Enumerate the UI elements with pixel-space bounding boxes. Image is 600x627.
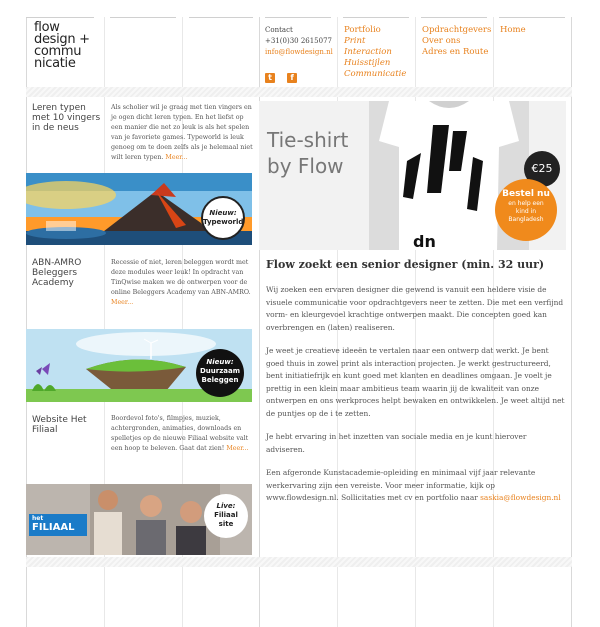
nav-link-home[interactable]: Home — [500, 25, 526, 35]
beleggen-banner[interactable] — [26, 329, 252, 402]
typeworld-banner[interactable] — [26, 173, 252, 245]
nav-link-communicatie[interactable]: Communicatie — [344, 69, 407, 79]
order-now-badge[interactable]: Bestel nu en help een kind in Bangladesh — [495, 179, 557, 241]
nav-link-adres[interactable]: Adres en Route — [422, 47, 489, 57]
project-text-abn-amro: Recessie of niet, leren beleggen wordt met deze modules weer leuk! In opdracht van TinQwise maken we de ontwerpen voor de online Beleggers Academy van ABN-AMRO. Meer... — [111, 259, 251, 306]
project-text-typeworld: Als scholier wil je graag met tien vingers en je ogen dicht leren typen. En het liefst op een manier die net zo leuk is als het spelen van je favoriete games. Typeworld is leuk genoeg om te doen zelfs als je helemaal niet wilt leren typen. Meer... — [111, 104, 253, 161]
filiaal-badge[interactable]: Live: Filiaal site — [204, 494, 248, 538]
project-text-filiaal: Boordevol foto's, filmpjes, muziek, achtergronden, animaties, downloads en spelletjes op de nieuwe Filiaal website valt een hoop te beleven. Gaat dat zien! Meer... — [111, 415, 249, 452]
nav-link-over-ons[interactable]: Over ons — [422, 36, 461, 46]
contact-heading: Contact — [265, 26, 293, 34]
nav-home — [500, 25, 526, 36]
shirt-print-text: dn — [413, 232, 436, 250]
more-link[interactable]: Meer... — [111, 299, 134, 306]
article-paragraph-2: Je weet je creatieve ideeën te vertalen naar een ontwerp dat werkt. Je bent goed thuis in zowel print als interaction projecten. Je werkt gestructureerd, bent initiatiefrijk en kunt goed met klanten en deadlines omgaan. Je voelt je prettig in een klein maar ambitieus team waarin jij de kwaliteit van onze ontwerpen en ons werkproces helpt bewaken en ontwikkelen. Je weet altijd net de puntjes op de i te zetten. — [266, 346, 565, 418]
more-link[interactable]: Meer... — [165, 154, 188, 161]
nav-link-print[interactable]: Print — [344, 36, 366, 46]
contact-block — [265, 25, 333, 58]
project-title-abn-amro[interactable]: ABN-AMRO Beleggers Academy — [32, 258, 82, 288]
header-separator — [26, 87, 572, 97]
beleggen-badge[interactable]: Nieuw: Duurzaam Beleggen — [196, 349, 244, 397]
article-title: Flow zoekt een senior designer (min. 32 uur) — [266, 258, 545, 271]
nav-link-portfolio[interactable]: Portfolio — [344, 25, 381, 35]
nav-link-interaction[interactable]: Interaction — [344, 47, 392, 57]
nav-portfolio — [344, 25, 406, 80]
project-title-filiaal[interactable]: Website Het Filiaal — [32, 415, 87, 435]
flow-logo[interactable]: flow design + commu nicatie — [34, 20, 90, 71]
project-title-typeworld[interactable]: Leren typen met 10 vingers in de neus — [32, 103, 101, 133]
filiaal-banner[interactable] — [26, 484, 252, 555]
contact-email-link[interactable]: info@flowdesign.nl — [265, 48, 333, 56]
price-badge: €25 — [524, 151, 560, 187]
tshirt-promo[interactable] — [259, 101, 566, 250]
typeworld-badge[interactable]: Nieuw: Typeworld — [201, 196, 245, 240]
contact-phone: +31(0)30 2615077 — [265, 37, 332, 45]
more-link[interactable]: Meer... — [226, 445, 249, 452]
promo-title: Tie-shirt by Flow — [267, 128, 349, 178]
footer-separator — [26, 557, 572, 567]
facebook-icon[interactable]: f — [287, 73, 297, 83]
nav-company — [422, 25, 491, 58]
article-paragraph-4: Een afgeronde Kunstacademie-opleiding en minimaal vijf jaar relevante werkervaring zijn een vereiste. Voor meer informatie, kijk op www.flowdesign.nl. Sollicitaties met cv en portfolio naar saskia@flowdesign.nl — [266, 468, 561, 502]
vacancy-article — [266, 258, 566, 516]
nav-link-opdrachtgevers[interactable]: Opdrachtgevers — [422, 25, 492, 35]
social-links — [265, 65, 304, 84]
twitter-icon[interactable]: t — [265, 73, 275, 83]
nav-link-huisstijlen[interactable]: Huisstijlen — [344, 58, 391, 68]
apply-email-link[interactable]: saskia@flowdesign.nl — [480, 493, 561, 502]
article-paragraph-3: Je hebt ervaring in het inzetten van sociale media en je kunt hierover adviseren. — [266, 432, 527, 454]
article-paragraph-1: Wij zoeken een ervaren designer die gewend is vanuit een heldere visie de visuele communicatie voor opdrachtgevers neer te zetten. Die met een verfijnd vorm- en kleurgevoel krachtige ontwerpen maakt. Die concepten goed kan overbrengen en (laten) realiseren. — [266, 285, 564, 332]
filiaal-logo[interactable]: het FILIAAL — [29, 514, 87, 536]
